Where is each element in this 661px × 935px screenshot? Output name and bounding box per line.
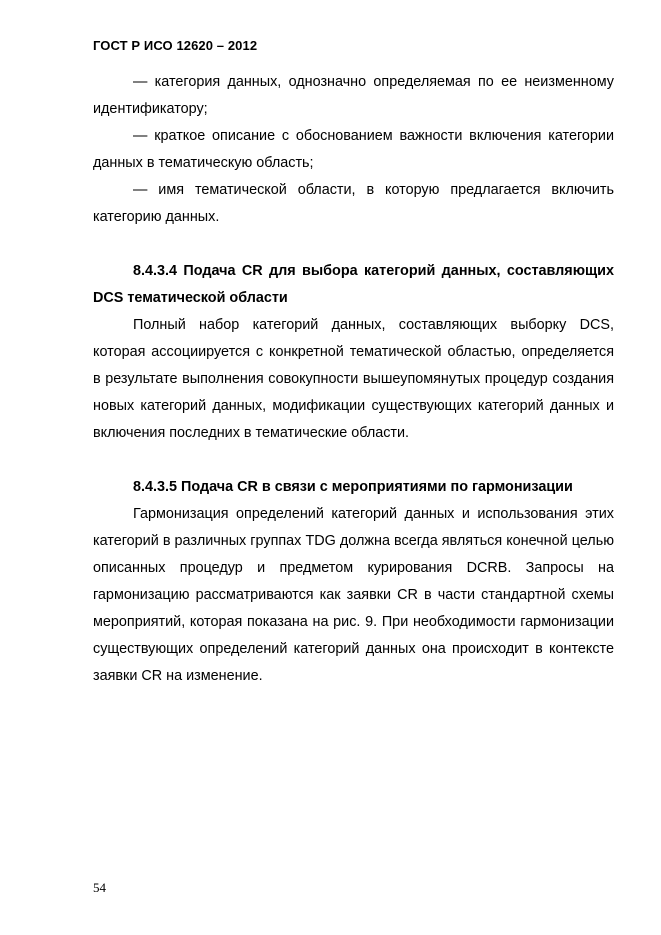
list-item: — имя тематической области, в которую предлагается включить категорию данных. [93, 182, 614, 225]
section-heading-8435: 8.4.3.5 Подача CR в связи с мероприятиями по гармонизации [133, 479, 573, 495]
spacer [93, 231, 614, 258]
page-body [93, 69, 614, 690]
page-header-standard: ГОСТ Р ИСО 12620 – 2012 [93, 38, 258, 53]
spacer [93, 447, 614, 474]
section-heading-8434: 8.4.3.4 Подача CR для выбора категорий данных, составляющих DCS тематической области [93, 263, 614, 306]
section-paragraph-8434: Полный набор категорий данных, составляющих выборку DCS, которая ассоциируется с конкретной тематической областью, определяется в результате выполнения совокупности вышеупомянутых процедур создания новых категорий данных, модификации существующих категорий данных и включения последних в тематические области. [93, 317, 614, 441]
page-number: 54 [93, 880, 106, 895]
list-item: — категория данных, однозначно определяемая по ее неизменному идентификатору; [93, 74, 614, 117]
section-paragraph-8435: Гармонизация определений категорий данных и использования этих категорий в различных группах TDG должна всегда являться конечной целью описанных процедур и предметом курирования DCRB. Запросы на гармонизацию рассматриваются как заявки CR в части стандартной схемы мероприятий, которая показана на рис. 9. При необходимости гармонизации существующих определений категорий данных она происходит в контексте заявки CR на изменение. [93, 506, 614, 684]
list-item: — краткое описание с обоснованием важности включения категории данных в тематическую область; [93, 128, 614, 171]
